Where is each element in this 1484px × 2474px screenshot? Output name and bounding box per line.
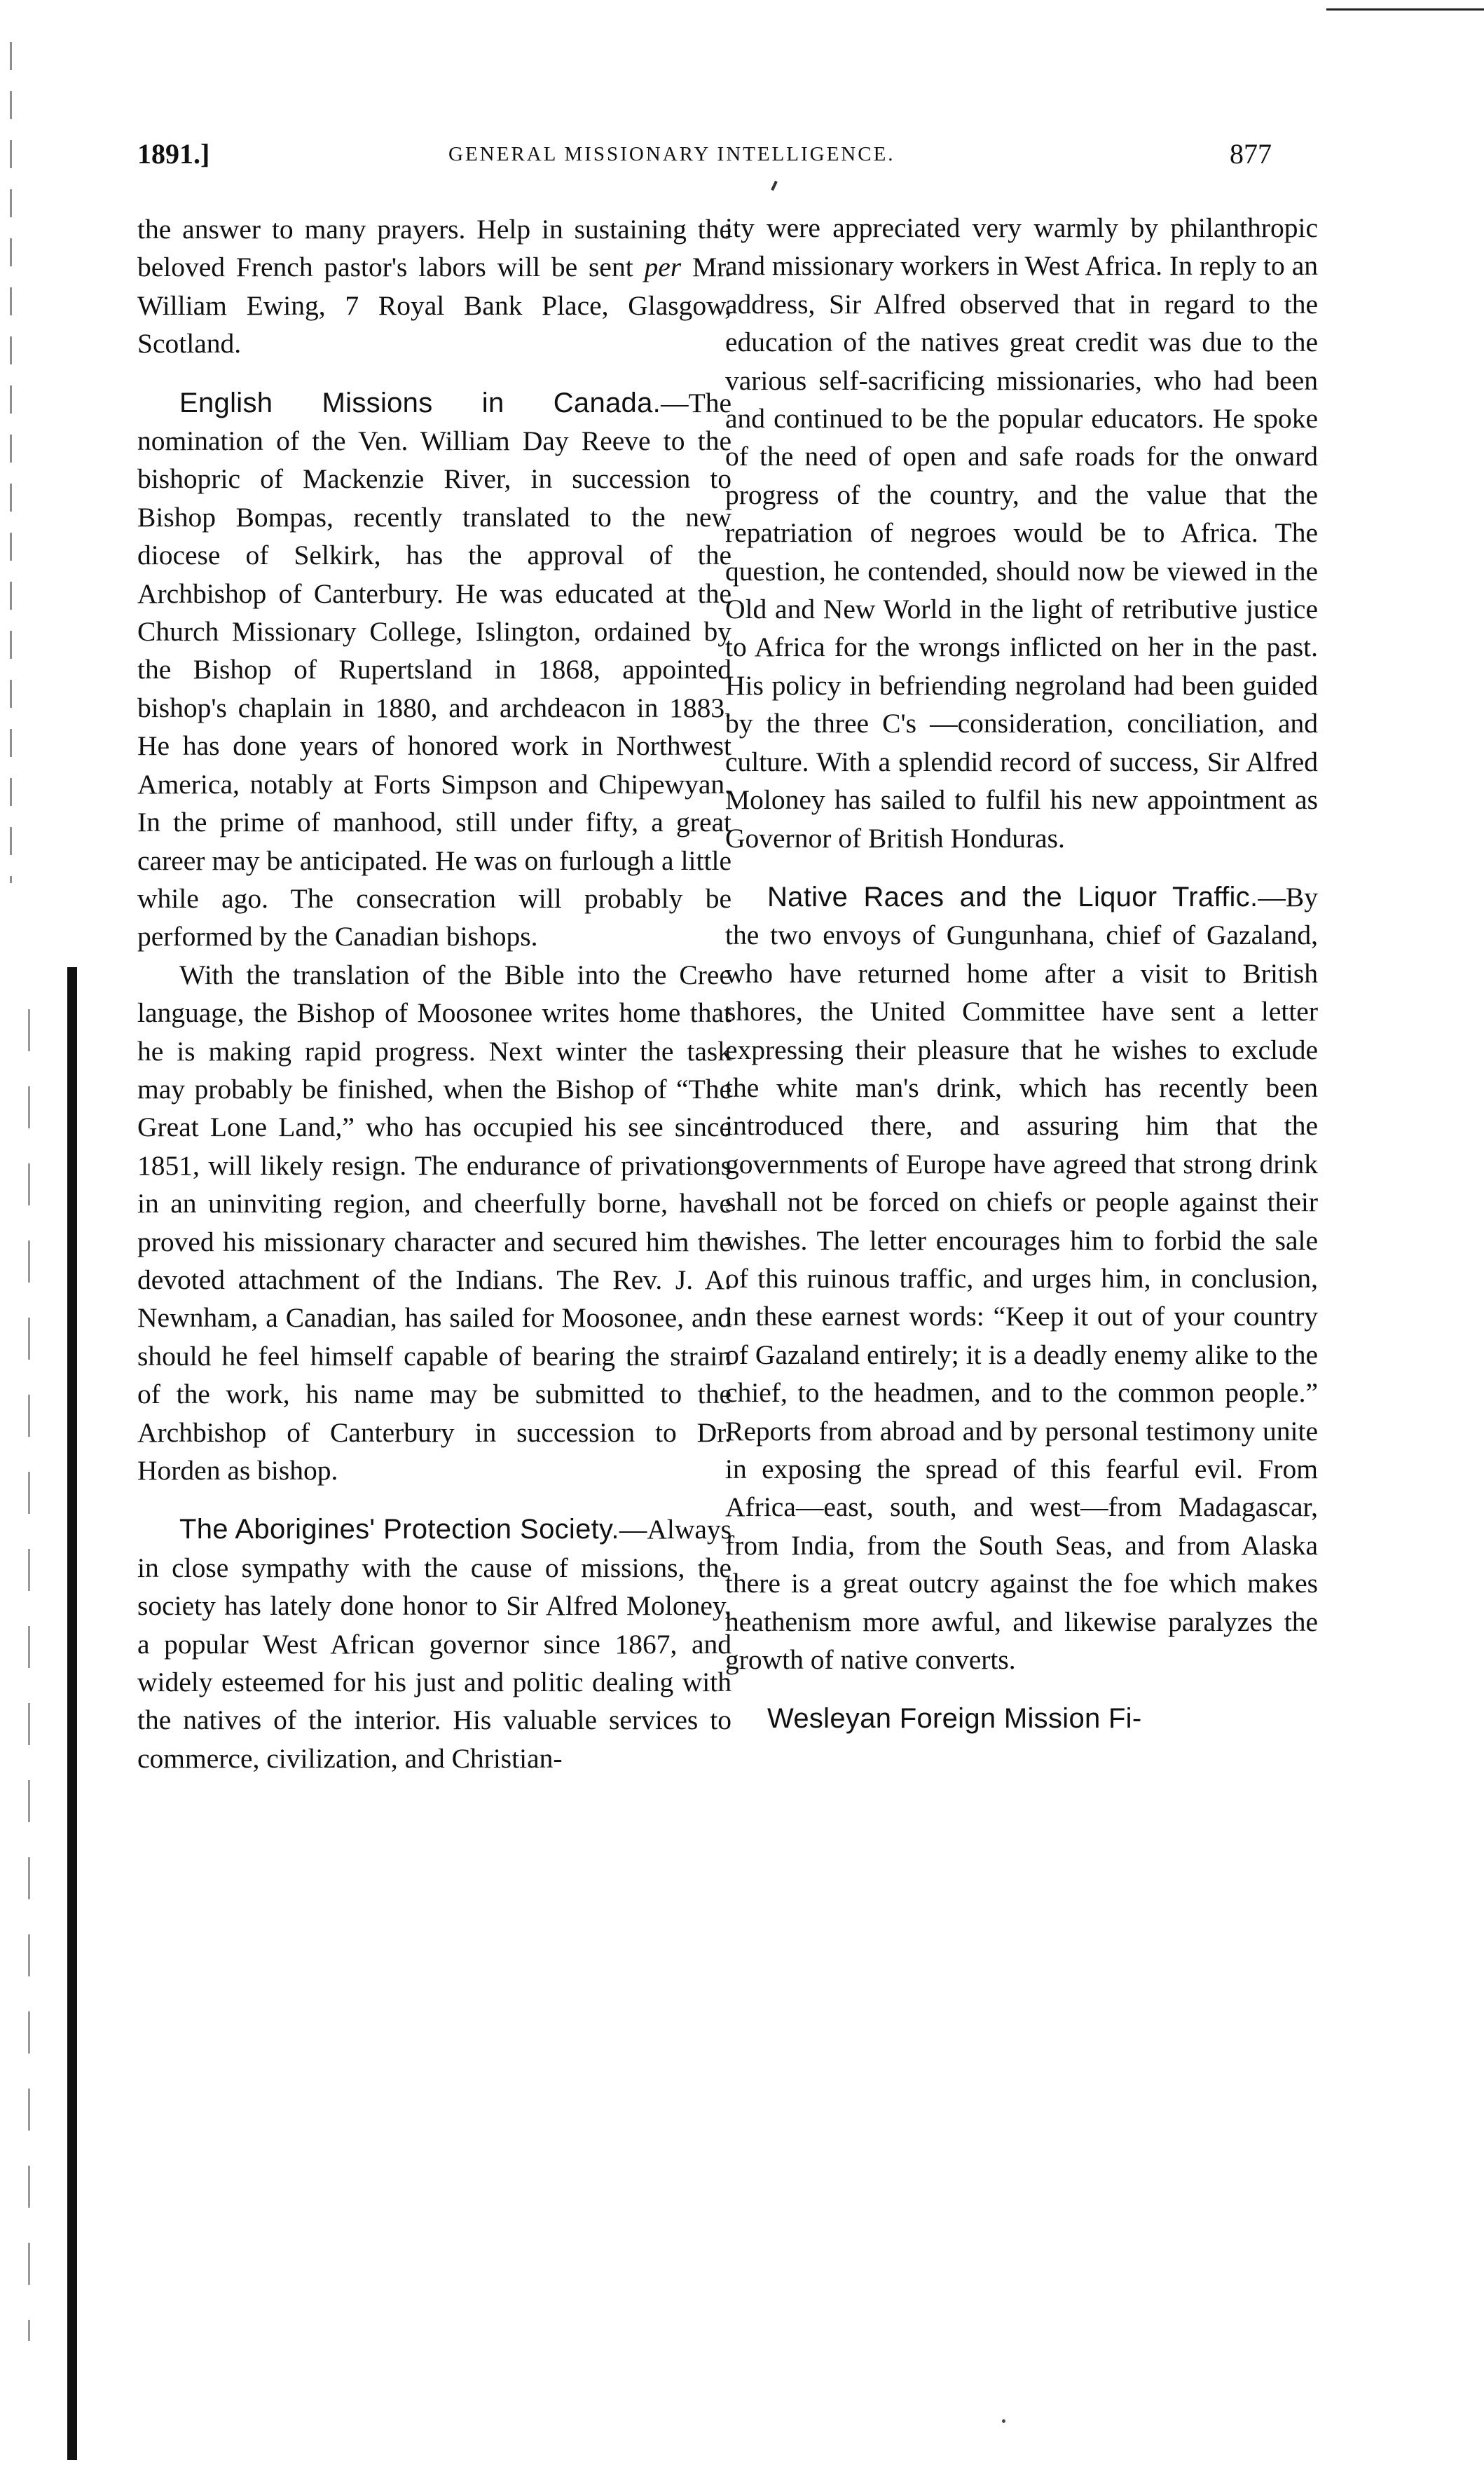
article-heading: The Aborigines' Protection Society. bbox=[179, 1514, 619, 1545]
running-head bbox=[0, 137, 1484, 179]
paragraph-cree bbox=[137, 956, 731, 1490]
continued-paragraph bbox=[725, 209, 1318, 857]
scan-edge-rule bbox=[1326, 8, 1484, 11]
paragraph-text: Mr. William Ewing, 7 Royal Bank Place, Glasgow, Scotland. bbox=[137, 252, 731, 360]
article-text: With the translation of the Bible into the Cree language, the Bishop of Moosonee writes home that he is making rapid progress. Next winter the task may probably be finished, when the Bishop of “The Great Lone Land,” who has occupied his see since 1851, will likely resign. The endurance of privations in an uninviting region, and cheerfully borne, have proved his missionary character and secured him the devoted attachment of the Indians. The Rev. J. A. Newnham, a Canadian, has sailed for Moosonee, and should he feel himself capable of bearing the strain of the work, his name may be submitted to the Archbishop of Canterbury in succession to Dr. Horden as bishop. bbox=[137, 959, 731, 1486]
scan-binding-shadow bbox=[67, 967, 77, 2460]
article-heading: Native Races and the Liquor Traffic. bbox=[767, 881, 1258, 913]
article-liquor bbox=[725, 878, 1318, 1679]
article-text: ity were appreciated very warmly by philanthropic and missionary workers in West Africa. In reply to an address, Sir Alfred observed that in regard to the education of the natives great credit was due to the various self-sacrificing missionaries, who had been and continued to be the popular educators. He spoke of the need of open and safe roads for the onward progress of the country, and the value that the repatriation of negroes would be to Africa. The question, he contended, should now be viewed in the Old and New World in the light of retributive justice to Africa for the wrongs inflicted on her in the past. His policy in befriending negroland had been guided by the three C's —consideration, conciliation, and culture. With a splendid record of success, Sir Alfred Moloney has sailed to fulfil his new appointment as Governor of British Honduras. bbox=[725, 212, 1318, 854]
italic-text: per bbox=[644, 252, 682, 283]
article-heading: English Missions in Canada. bbox=[179, 387, 661, 418]
article-text: —Always in close sympathy with the cause of missions, the society has lately done honor to Sir Alfred Moloney, a popular West African governor since 1867, and widely esteemed for his just and politic dealing with the natives of the interior. His valuable services to commerce, civilization, and Christian- bbox=[137, 1514, 731, 1774]
running-head-year: 1891.] bbox=[137, 138, 210, 170]
article-heading: Wesleyan Foreign Mission Fi- bbox=[767, 1703, 1142, 1735]
left-column bbox=[137, 210, 731, 1777]
paragraph-text: the answer to many prayers. Help in sustaining the beloved French pastor's labors will be sent bbox=[137, 214, 731, 283]
running-head-title: GENERAL MISSIONARY INTELLIGENCE. bbox=[448, 143, 895, 165]
article-text: —By the two envoys of Gungunhana, chief of Gazaland, who have returned home after a visit to British shores, the United Committee have sent a letter expressing their pleasure that he wishes to exclude the white man's drink, which has recently been introduced there, and assuring him that the governments of Europe have agreed that strong drink shall not be forced on chiefs or people against their wishes. The letter encourages him to forbid the sale of this ruinous traffic, and urges him, in conclusion, in these earnest words: “Keep it out of your country of Gazaland entirely; it is a deadly enemy alike to the chief, to the headmen, and to the common people.” Reports from abroad and by personal testimony unite in exposing the spread of this fearful evil. From Africa—east, south, and west—from Madagascar, from India, from the South Seas, and from Alaska there is a great outcry against the foe which makes heathenism more awful, and likewise paralyzes the growth of native converts. bbox=[725, 881, 1318, 1676]
continued-paragraph bbox=[137, 210, 731, 363]
page-number: 877 bbox=[1230, 138, 1272, 170]
right-column bbox=[725, 209, 1318, 1738]
article-text: —The nomination of the Ven. William Day Reeve to the bishopric of Mackenzie River, in succession to Bishop Bompas, recently translated to the new diocese of Selkirk, has the approval of the Archbishop of Canterbury. He was educated at the Church Missionary College, Islington, ordained by the Bishop of Rupertsland in 1868, appointed bishop's chaplain in 1880, and archdeacon in 1883. He has done years of honored work in Northwest America, notably at Forts Simpson and Chipewyan. In the prime of manhood, still under fifty, a great career may be anticipated. He was on furlough a little while ago. The consecration will probably be performed by the Canadian bishops. bbox=[137, 387, 731, 952]
article-wesleyan bbox=[725, 1700, 1318, 1737]
scan-speck bbox=[771, 181, 778, 191]
scan-margin-artifact bbox=[28, 1009, 30, 2341]
scan-speck bbox=[1002, 2419, 1005, 2423]
article-aborigines bbox=[137, 1510, 731, 1777]
article-canada bbox=[137, 384, 731, 956]
